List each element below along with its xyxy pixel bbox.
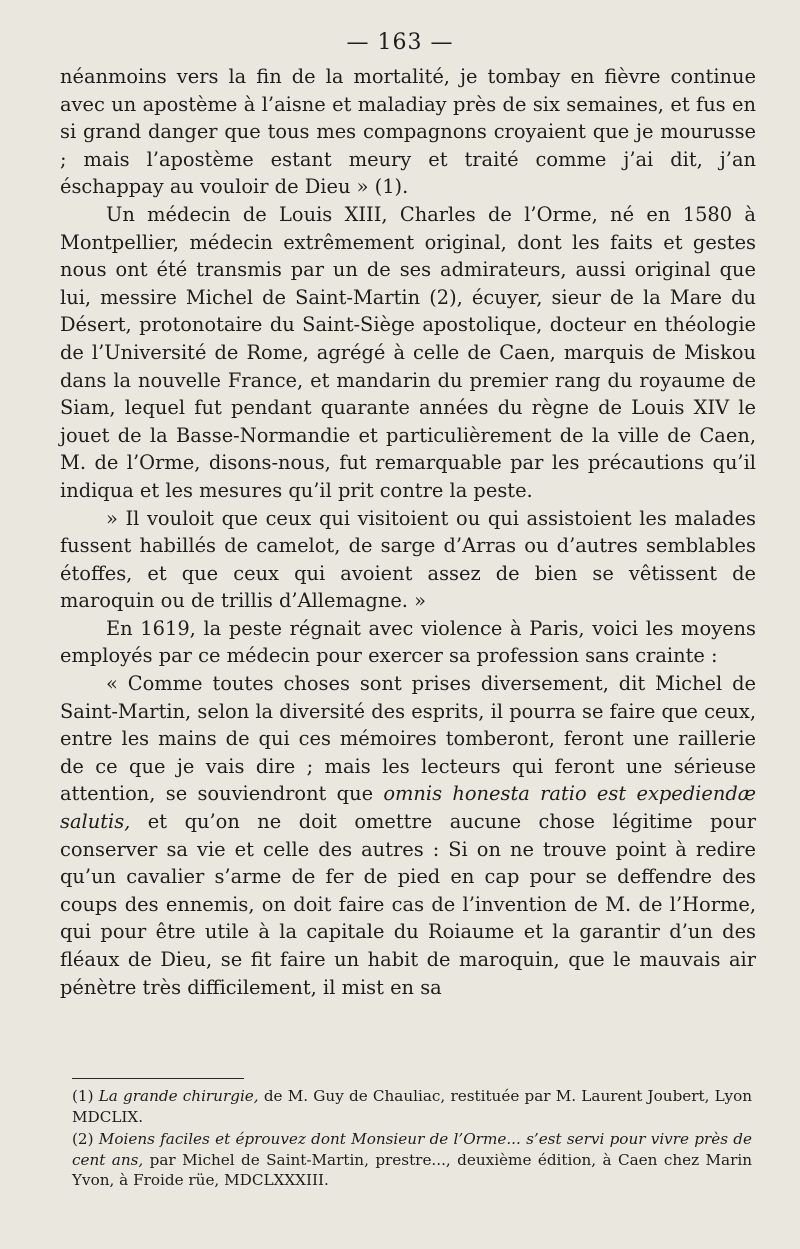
- paragraph-continuation: néanmoins vers la fin de la mortalité, je tombay en fièvre continue avec un apostème à l’aisne et maladiay près de six semaines, et fus en si grand danger que tous mes compagnons croyaient que je mourusse ; mais l’apostème estant meury et traité comme j’ai dit, j’an éschappay au vouloir de Dieu » (1).: [60, 65, 756, 199]
- footnote-marker: (1): [72, 1087, 94, 1105]
- footnote-2: [72, 1129, 752, 1191]
- footnote-divider: [72, 1078, 244, 1079]
- paragraph-saint-martin-quote: [60, 670, 756, 1001]
- page-number: — 163 —: [346, 30, 454, 55]
- footnote-text: de M. Guy de Chauliac, restituée par M. Laurent Joubert, Lyon MDCLIX.: [72, 1087, 752, 1126]
- footnote-title: La grande chirurgie,: [98, 1087, 259, 1105]
- footnote-marker: (2): [72, 1130, 94, 1149]
- footnotes: [72, 1086, 752, 1193]
- paragraph-plague-1619: En 1619, la peste régnait avec violence à Paris, voici les moyens employés par ce médecin pour exercer sa profession sans crainte :: [60, 616, 756, 668]
- quote-text-before: « Comme toutes choses sont prises diversement, dit Michel de Saint-Martin, selon la diversité des esprits, il pourra se faire que ceux, entre les mains de qui ces mémoires tomberont, feront une raillerie de ce que je vais dire ; mais les lecteurs qui feront une sérieuse attention, se souviendront que: [60, 672, 756, 806]
- latin-phrase: omnis honesta ratio est expediendæ salutis,: [60, 782, 756, 834]
- footnote-title: Moiens faciles et éprouvez dont Monsieur de l’Orme... s’est servi pour vivre près de cent ans,: [72, 1130, 752, 1169]
- paragraph-charles-de-lorme: Un médecin de Louis XIII, Charles de l’Orme, né en 1580 à Montpellier, médecin extrêmement original, dont les faits et gestes nous ont été transmis par un de ses admirateurs, aussi original que lui, messire Michel de Saint-Martin (2), écuyer, sieur de la Mare du Désert, protonotaire du Saint-Siège apostolique, docteur en théologie de l’Université de Rome, agrégé à celle de Caen, marquis de Miskou dans la nouvelle France, et mandarin du premier rang du royaume de Siam, lequel fut pendant quarante années du règne de Louis XIV le jouet de la Basse-Normandie et particulièrement de la ville de Caen, M. de l’Orme, disons-nous, fut remarquable par les précautions qu’il indiqua et les mesures qu’il prit contre la peste.: [60, 202, 756, 502]
- quote-text-after: et qu’on ne doit omettre aucune chose légitime pour conserver sa vie et celle des autres : Si on ne trouve point à redire qu’un cavalier s’arme de fer de pied en cap pour se deffendre des coups des ennemis, on doit faire cas de l’invention de M. de l’Horme, qui pour être utile à la capitale du Roiaume et la garantir d’un des fléaux de Dieu, se fit faire un habit de maroquin, que le mauvais air pénètre très difficilement, il mist en sa: [60, 810, 756, 999]
- footnote-1: [72, 1086, 752, 1127]
- footnote-text: par Michel de Saint-Martin, prestre..., deuxième édition, à Caen chez Marin Yvon, à Froide rüe, MDCLXXXIII.: [72, 1150, 753, 1190]
- body-text: [60, 63, 756, 1001]
- paragraph-clothing-quote: » Il vouloit que ceux qui visitoient ou qui assistoient les malades fussent habillés de camelot, de sarge d’Arras ou d’autres semblables étoffes, et que ceux qui avoient assez de bien se vêtissent de maroquin ou de trillis d’Allemagne. »: [60, 506, 756, 613]
